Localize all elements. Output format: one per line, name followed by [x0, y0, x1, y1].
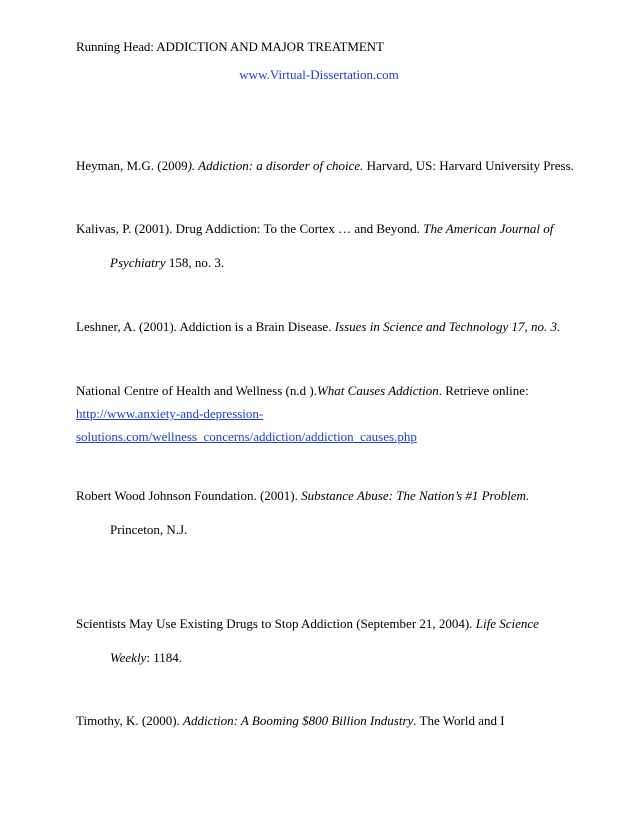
reference-heyman: Heyman, M.G. (2009). Addiction: a disorder of choice. Harvard, US: Harvard University Press. [76, 158, 574, 173]
watermark-link[interactable]: www.Virtual-Dissertation.com [239, 67, 399, 82]
reference-timothy: Timothy, K. (2000). Addiction: A Booming $800 Billion Industry. The World and I [76, 713, 505, 728]
reference-rwj-foundation: Robert Wood Johnson Foundation. (2001). Substance Abuse: The Nation’s #1 Problem. Princeton, N.J. [76, 488, 530, 537]
watermark [0, 66, 638, 83]
reference-url-line1[interactable]: http://www.anxiety-and-depression- [76, 406, 264, 421]
running-head: Running Head: ADDICTION AND MAJOR TREATMENT [76, 39, 384, 54]
reference-national-centre: National Centre of Health and Wellness (n.d ).What Causes Addiction. Retrieve online: http://www.anxiety-and-depression- solutions.com/wellness_concerns/addiction/addiction_causes.php [76, 383, 529, 444]
reference-kalivas: Kalivas, P. (2001). Drug Addiction: To the Cortex … and Beyond. The American Journal of Psychiatry 158, no. 3. [76, 221, 554, 270]
reference-leshner: Leshner, A. (2001). Addiction is a Brain Disease. Issues in Science and Technology 17, no. 3. [76, 319, 561, 334]
reference-url-line2[interactable]: solutions.com/wellness_concerns/addiction/addiction_causes.php [76, 429, 417, 444]
reference-scientists: Scientists May Use Existing Drugs to Stop Addiction (September 21, 2004). Life Science Weekly: 1184. [76, 616, 539, 665]
